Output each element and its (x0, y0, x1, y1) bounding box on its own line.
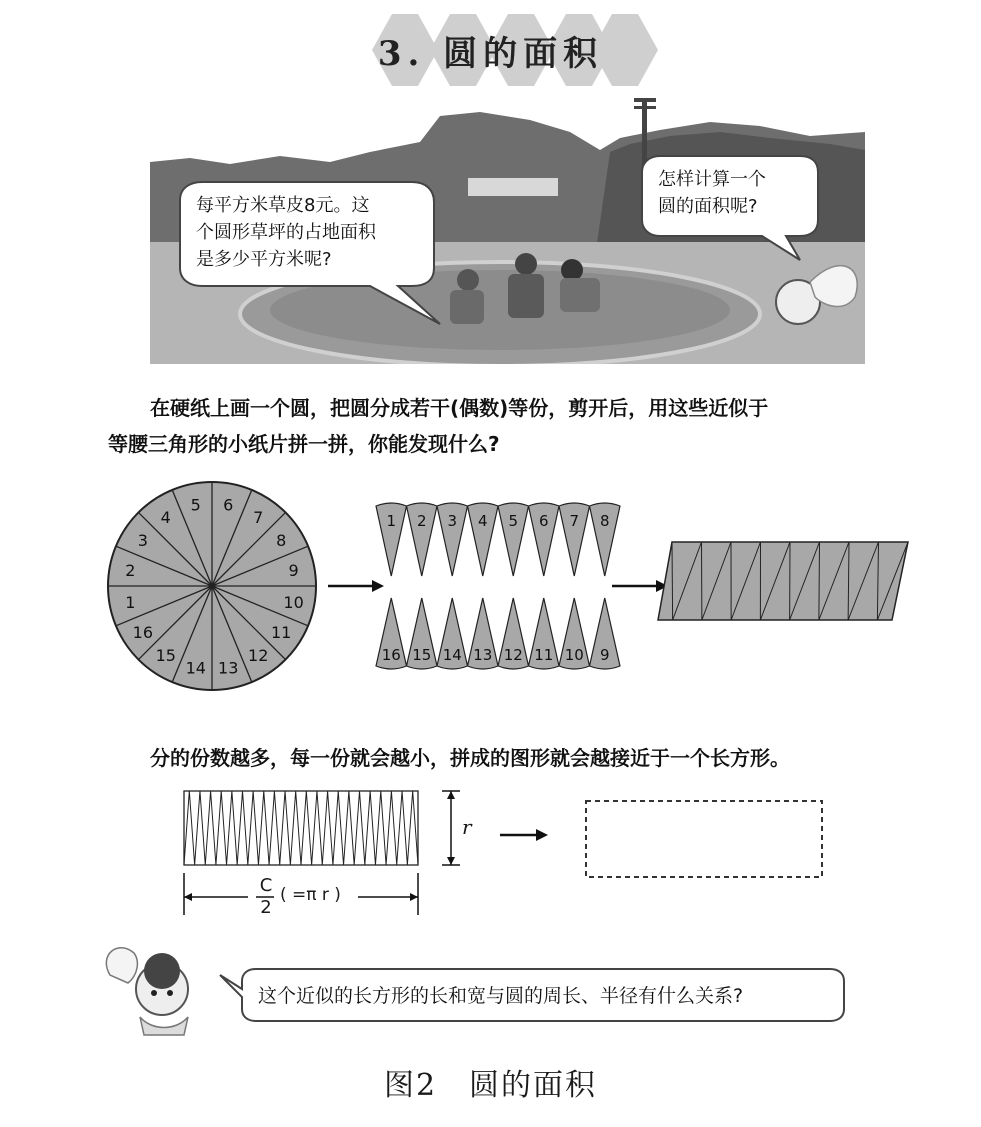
zigzag-outline (184, 791, 418, 865)
park-illustration (150, 92, 865, 364)
observation-paragraph: 分的份数越多，每一份就会越小，拼成的图形就会越接近于一个长方形。 (150, 746, 790, 770)
circle-sector-label: 10 (283, 593, 304, 613)
instruction-line-1: 在硬纸上画一个圆，把圆分成若干(偶数)等份，剪开后，用这些近似于 (150, 396, 769, 420)
title-banner (0, 10, 981, 90)
question-text: 这个近似的长方形的长和宽与圆的周长、半径有什么关系? (258, 985, 744, 1007)
bubble-left-line-2: 个圆形草坪的占地面积 (196, 222, 376, 243)
sector-row-top (376, 503, 620, 576)
sector-piece-label: 6 (538, 512, 549, 530)
fine-sector-rectangle (184, 791, 418, 865)
circle-sector-label: 4 (160, 507, 171, 527)
cherub-illustration (106, 948, 188, 1035)
circle-sector-label: 7 (253, 507, 264, 527)
radius-label: r (462, 815, 472, 839)
speech-bubble-left (196, 192, 428, 273)
sector-piece-label: 10 (564, 646, 584, 664)
fraction-numerator: C (259, 875, 273, 896)
circle-sector-label: 6 (223, 495, 234, 515)
sector-piece-label: 14 (442, 646, 462, 664)
sector-piece-label: 1 (386, 512, 397, 530)
parallelogram-outline (658, 542, 908, 620)
rectangle-diagram (170, 785, 870, 925)
sector-piece-label: 16 (381, 646, 401, 664)
circle-sector-label: 9 (288, 560, 299, 580)
bubble-left-line-1: 每平方米草皮8元。这 (196, 195, 370, 216)
speech-bubble-right (658, 166, 814, 220)
sector-piece-label: 4 (477, 512, 488, 530)
sector-piece-label: 5 (508, 512, 519, 530)
sector-piece-label: 3 (447, 512, 458, 530)
page-title: 3. 圆的面积 (377, 33, 604, 74)
figure-caption: 图2 圆的面积 (383, 1068, 598, 1103)
sector-piece-label: 12 (503, 646, 523, 664)
circle-sector-label: 2 (125, 560, 136, 580)
bubble-left-line-3: 是多少平方米呢? (196, 249, 332, 270)
parallelogram-edge (672, 542, 673, 620)
half-circumference-fraction (254, 875, 278, 919)
sector-row-bottom (376, 598, 620, 669)
circle-sector-label: 15 (155, 646, 176, 666)
sector-piece-label: 8 (599, 512, 610, 530)
sector-diagram-svg (100, 470, 920, 700)
sector-piece-label: 13 (473, 646, 493, 664)
bubble-right-line-1: 怎样计算一个 (658, 169, 766, 190)
circle-sector-label: 12 (248, 646, 269, 666)
instruction-line-2: 等腰三角形的小纸片拼一拼，你能发现什么? (108, 432, 500, 456)
question-section (100, 935, 860, 1045)
sector-piece-label: 11 (534, 646, 554, 664)
divided-circle (108, 482, 316, 690)
circle-sector-label: 11 (270, 623, 292, 643)
circle-sector-label: 16 (132, 623, 154, 643)
assembled-parallelogram (658, 542, 908, 620)
sector-diagram (100, 470, 920, 700)
sector-piece-label: 2 (416, 512, 427, 530)
circle-sector-label: 13 (218, 658, 239, 678)
circle-sector-label: 5 (190, 495, 201, 515)
circle-sector-label: 14 (185, 658, 206, 678)
sector-piece-label: 15 (412, 646, 432, 664)
arrow-right-icon (612, 580, 668, 592)
parallelogram-edge (819, 542, 820, 620)
bubble-right-line-2: 圆的面积呢? (658, 196, 758, 217)
sector-piece-label: 7 (569, 512, 580, 530)
circle-sector-label: 8 (276, 530, 287, 550)
circle-sector-label: 3 (137, 530, 148, 550)
arrow-right-icon (328, 580, 384, 592)
fraction-denominator: 2 (260, 897, 272, 918)
width-formula-label: ( =π r ) (280, 885, 341, 905)
instruction-paragraph (108, 390, 928, 462)
circle-sector-label: 1 (125, 593, 136, 613)
sector-piece-label: 9 (599, 646, 610, 664)
